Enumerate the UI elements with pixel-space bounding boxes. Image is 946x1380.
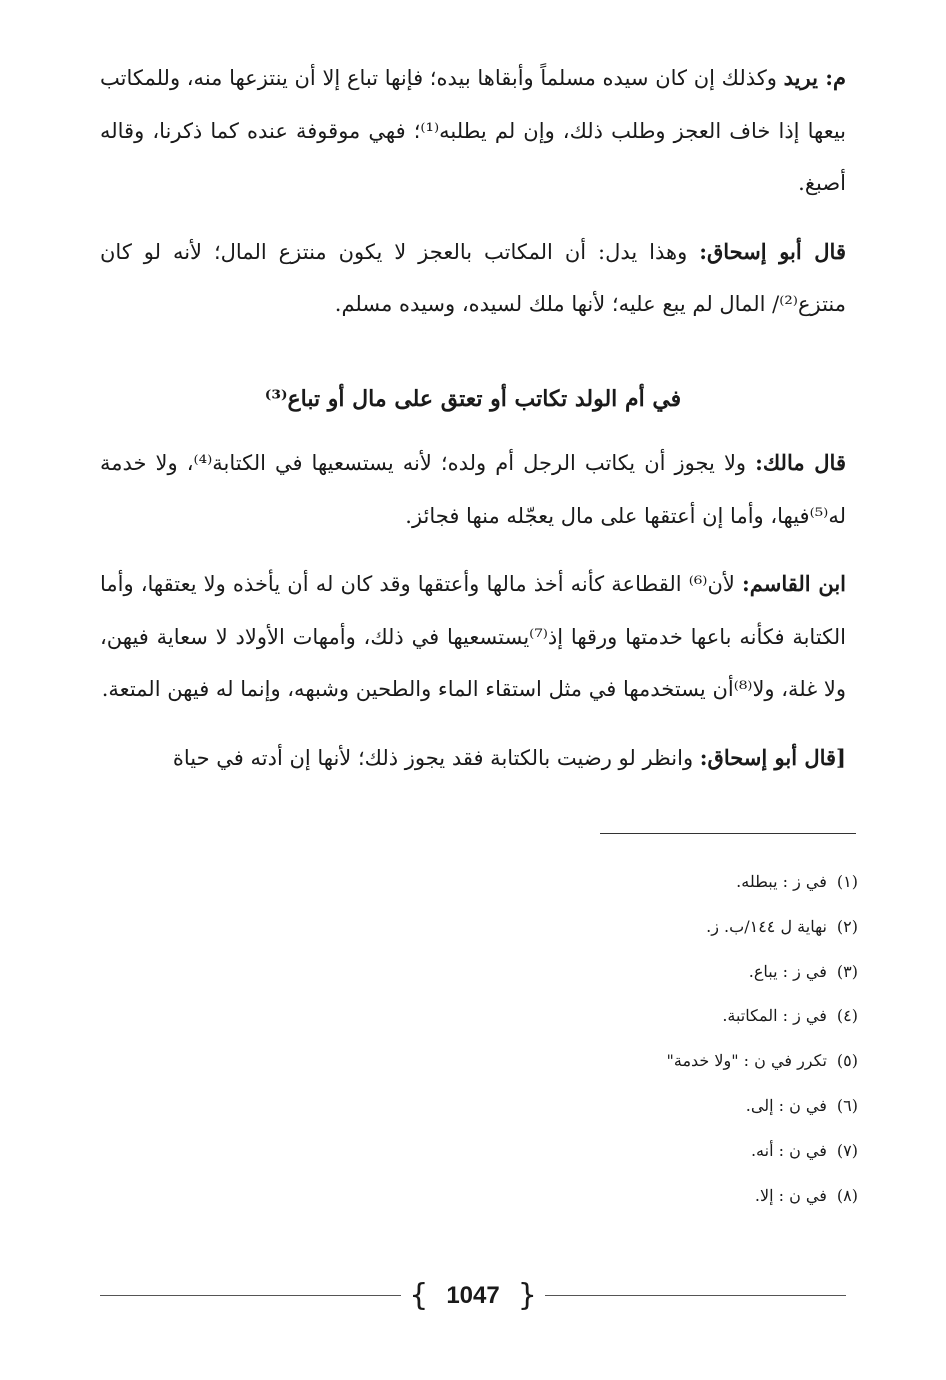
footnote xyxy=(100,994,858,1039)
footnote-text: في ن : إلى. xyxy=(745,1095,827,1115)
footnote-number: (٤) xyxy=(836,1006,858,1026)
paragraph-text: وهذا يدل: أن المكاتب بالعجز لا يكون منتزع المال؛ لأنه لو كان منتزع⁽²⁾/ المال لم يبع عليه؛ لأنها ملك لسيده، وسيده مسلم. xyxy=(100,239,846,316)
footnote xyxy=(100,860,858,905)
footnote-text: في ز : يبطله. xyxy=(736,872,827,891)
footnote-text: تكرر في ن : "ولا خدمة" xyxy=(666,1051,827,1071)
paragraph xyxy=(100,52,846,210)
paragraph-text: وكذلك إن كان سيده مسلماً وأبقاها بيده؛ فإنها تباع إلا أن ينتزعها منه، وللمكاتب بيعها إذا خاف العجز وطلب ذلك، وإن لم يطلبه⁽¹⁾؛ فهي موقوفة عنده كما ذكرنا، وقاله أصبغ. xyxy=(100,66,847,195)
footnote-text: في ن : إلا. xyxy=(754,1185,827,1205)
speaker-label: قال مالك: xyxy=(755,450,846,475)
footnote xyxy=(100,1084,858,1129)
footnote-number: (٢) xyxy=(836,916,858,936)
paragraph xyxy=(100,226,846,331)
speaker-label: قال أبو إسحاق: xyxy=(699,238,846,264)
footnote xyxy=(100,1129,858,1174)
paragraph-text: ولا يجوز أن يكاتب الرجل أم ولده؛ لأنه يستسعيها في الكتابة⁽⁴⁾، ولا خدمة له⁽⁵⁾فيها، وأما إن أعتقها على مال يعجّله منها فجائز. xyxy=(100,451,846,528)
footnote-number: (٥) xyxy=(836,1051,858,1071)
footnote-number: (٦) xyxy=(836,1095,858,1115)
speaker-label: م: يريد xyxy=(783,65,846,90)
speaker-label: [قال أبو إسحاق: xyxy=(699,744,846,770)
speaker-label: ابن القاسم: xyxy=(742,571,847,596)
footer-rule-left xyxy=(100,1295,401,1296)
footnote xyxy=(100,1174,858,1219)
paragraph xyxy=(100,558,846,716)
page-number: 1047 xyxy=(446,1281,500,1309)
footnote-number: (٨) xyxy=(836,1185,858,1205)
right-brace-icon: } xyxy=(517,1278,537,1313)
footnote-number: (١) xyxy=(836,872,858,891)
left-brace-icon: { xyxy=(409,1278,429,1313)
footnote-text: في ز : يباع. xyxy=(748,961,827,981)
footnote xyxy=(100,950,858,995)
paragraph xyxy=(100,437,846,542)
footnote-separator xyxy=(600,833,856,834)
paragraph-text: لأن⁽⁶⁾ القطاعة كأنه أخذ مالها وأعتقها وقد كان له أن يأخذه ولا يعتقها، وأما الكتابة فكأنه باعها خدمتها ورقها إذ⁽⁷⁾يستسعيها في ذلك، وأمهات الأولاد لا سعاية فيهن، ولا غلة، ولا⁽⁸⁾أن يستخدمها في مثل استقاء الماء والطحين وشبهه، وإنما له فيهن المتعة. xyxy=(100,572,846,701)
paragraph-text: وانظر لو رضيت بالكتابة فقد يجوز ذلك؛ لأنها إن أدته في حياة xyxy=(172,745,700,770)
page-footer xyxy=(100,1278,846,1313)
footnotes xyxy=(100,860,858,1218)
footnote xyxy=(100,905,858,950)
footnote-number: (٣) xyxy=(836,961,858,981)
section-heading: في أم الولد تكاتب أو تعتق على مال أو تباع⁽³⁾ xyxy=(264,385,682,412)
footnote-text: نهاية ل ١٤٤/ب. ز. xyxy=(706,916,827,936)
paragraph xyxy=(100,732,846,785)
footnote xyxy=(100,1039,858,1084)
body-text xyxy=(100,52,846,784)
footnote-number: (٧) xyxy=(836,1140,858,1160)
footnote-text: في ز : المكاتبة. xyxy=(722,1006,827,1026)
footnote-text: في ن : أنه. xyxy=(750,1140,827,1160)
footer-rule-right xyxy=(545,1295,846,1296)
